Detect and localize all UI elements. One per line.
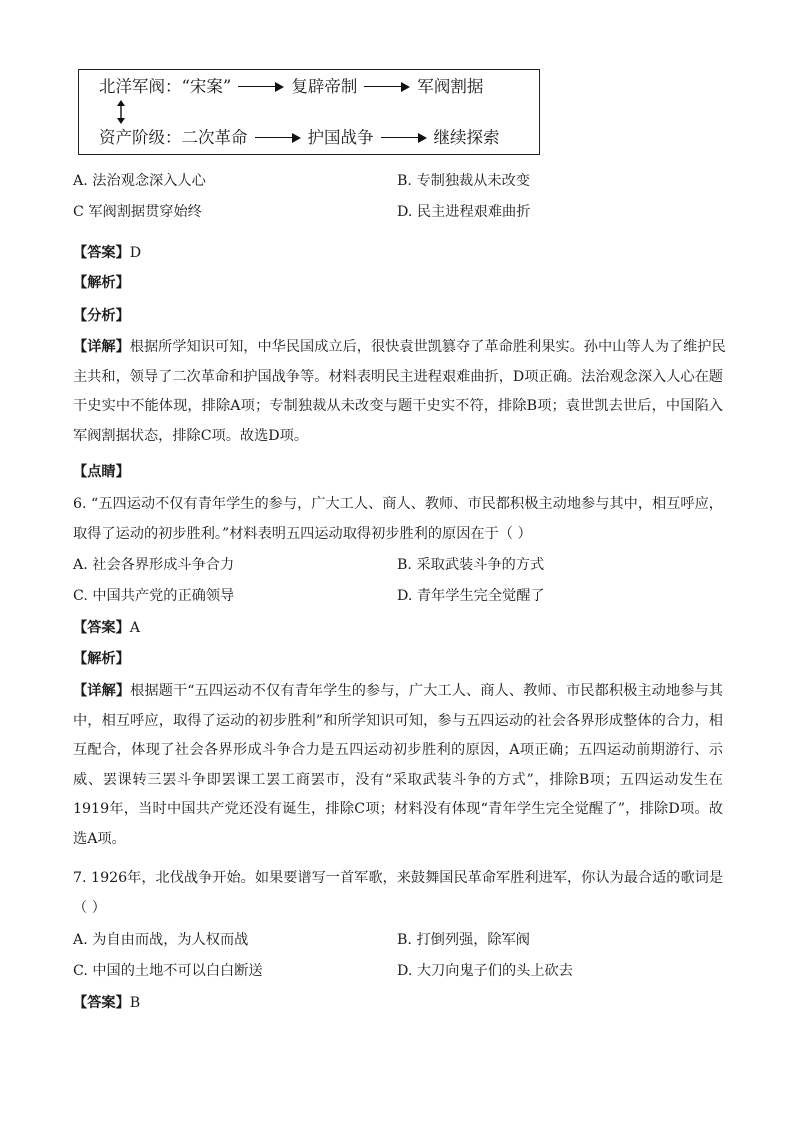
diagram-item: 护国战争 <box>307 127 374 147</box>
detail-line: 主共和，领导了二次革命和护国战争等。材料表明民主进程艰难曲折，D项正确。法治观念深入人心在题 <box>73 368 723 385</box>
detail-line: 威、罢课转三罢斗争即罢课工罢工商罢市，没有“采取武装斗争的方式”，排除B项；五四运动发生在 <box>73 771 723 788</box>
answer-value: D <box>129 245 142 261</box>
diagram-row-label: 资产阶级： <box>99 127 182 147</box>
q7-option-d: D. 大刀向鬼子们的头上砍去 <box>397 963 573 979</box>
q6-option-a: A. 社会各界形成斗争合力 <box>73 557 235 573</box>
q5-option-c: C 军阀割据贯穿始终 <box>73 204 202 220</box>
q7-option-c: C. 中国的土地不可以白白断送 <box>73 963 263 979</box>
q6-option-d: D. 青年学生完全觉醒了 <box>397 588 545 604</box>
q5-jiexi-tag: 【解析】 <box>73 275 130 291</box>
q6-option-b: B. 采取武装斗争的方式 <box>397 557 545 573</box>
diagram-item: 继续探索 <box>433 127 500 147</box>
flow-diagram <box>78 69 540 155</box>
right-arrow-icon <box>255 132 301 144</box>
q5-detail <box>73 333 726 451</box>
q7-option-b: B. 打倒列强，除军阀 <box>397 932 530 948</box>
stem-line: （ ） <box>73 899 106 916</box>
q6-option-c: C. 中国共产党的正确领导 <box>73 588 235 604</box>
detail-line: 【详解】根据题干“五四运动不仅有青年学生的参与，广大工人、商人、教师、市民都积极主动地参与其 <box>73 683 723 699</box>
diagram-item: “宋案” <box>181 76 232 96</box>
q6-answer <box>73 618 140 638</box>
detail-line: 军阀割据状态，排除C项。故选D项。 <box>73 427 309 444</box>
up-down-arrow-icon <box>115 100 127 124</box>
answer-tag: 【答案】 <box>73 995 130 1011</box>
q5-option-a: A. 法治观念深入人心 <box>73 173 206 189</box>
q6-stem <box>73 490 723 549</box>
detail-line: 【详解】根据所学知识可知，中华民国成立后，很快袁世凯篡夺了革命胜利果实。孙中山等人为了维护民 <box>73 339 726 355</box>
stem-line: 6. “五四运动不仅有青年学生的参与，广大工人、商人、教师、市民都积极主动地参与其中，相互呼应， <box>73 496 723 512</box>
right-arrow-icon <box>238 81 284 93</box>
diagram-item: 二次革命 <box>181 127 248 147</box>
detail-line: 中，相互呼应，取得了运动的初步胜利”和所学知识可知，参与五四运动的社会各界形成整体的合力，相 <box>73 712 723 729</box>
q5-fenxi-tag: 【分析】 <box>73 308 130 324</box>
detail-line: 选A项。 <box>73 830 126 847</box>
stem-line: 取得了运动的初步胜利。”材料表明五四运动取得初步胜利的原因在于（ ） <box>73 525 532 542</box>
detail-tag: 【详解】 <box>73 683 131 699</box>
diagram-row-beiyang <box>99 74 483 98</box>
q5-dianjing-tag: 【点睛】 <box>73 464 130 480</box>
q5-option-b: B. 专制独裁从未改变 <box>397 173 530 189</box>
detail-tag: 【详解】 <box>73 339 130 355</box>
answer-value: A <box>129 620 141 636</box>
diagram-item: 军阀割据 <box>417 76 484 96</box>
q7-answer <box>73 993 140 1013</box>
q5-option-d: D. 民主进程艰难曲折 <box>397 204 531 220</box>
diagram-row-label: 北洋军阀： <box>99 76 182 96</box>
answer-tag: 【答案】 <box>73 245 130 261</box>
right-arrow-icon <box>364 81 410 93</box>
detail-line: 1919年，当时中国共产党还没有诞生，排除C项；材料没有体现“青年学生完全觉醒了”，排除D项。故 <box>73 801 723 817</box>
answer-tag: 【答案】 <box>73 620 130 636</box>
answer-value: B <box>129 995 141 1011</box>
stem-line: 7. 1926年，北伐战争开始。如果要谱写一首军歌，来鼓舞国民革命军胜利进军，你认为最合适的歌词是 <box>73 870 724 886</box>
detail-line: 干史实中不能体现，排除A项；专制独裁从未改变与题干史实不符，排除B项；袁世凯去世后，中国陷入 <box>73 398 723 414</box>
q7-stem <box>73 864 723 923</box>
q7-option-a: A. 为自由而战，为人权而战 <box>73 932 249 948</box>
diagram-row-bourgeoisie <box>99 125 500 149</box>
right-arrow-icon <box>381 132 427 144</box>
detail-line: 互配合，体现了社会各界形成斗争合力是五四运动初步胜利的原因，A项正确；五四运动前期游行、示 <box>73 742 723 758</box>
diagram-item: 复辟帝制 <box>291 76 358 96</box>
q6-detail <box>73 677 723 854</box>
q6-jiexi-tag: 【解析】 <box>73 651 130 667</box>
q5-answer <box>73 243 141 263</box>
